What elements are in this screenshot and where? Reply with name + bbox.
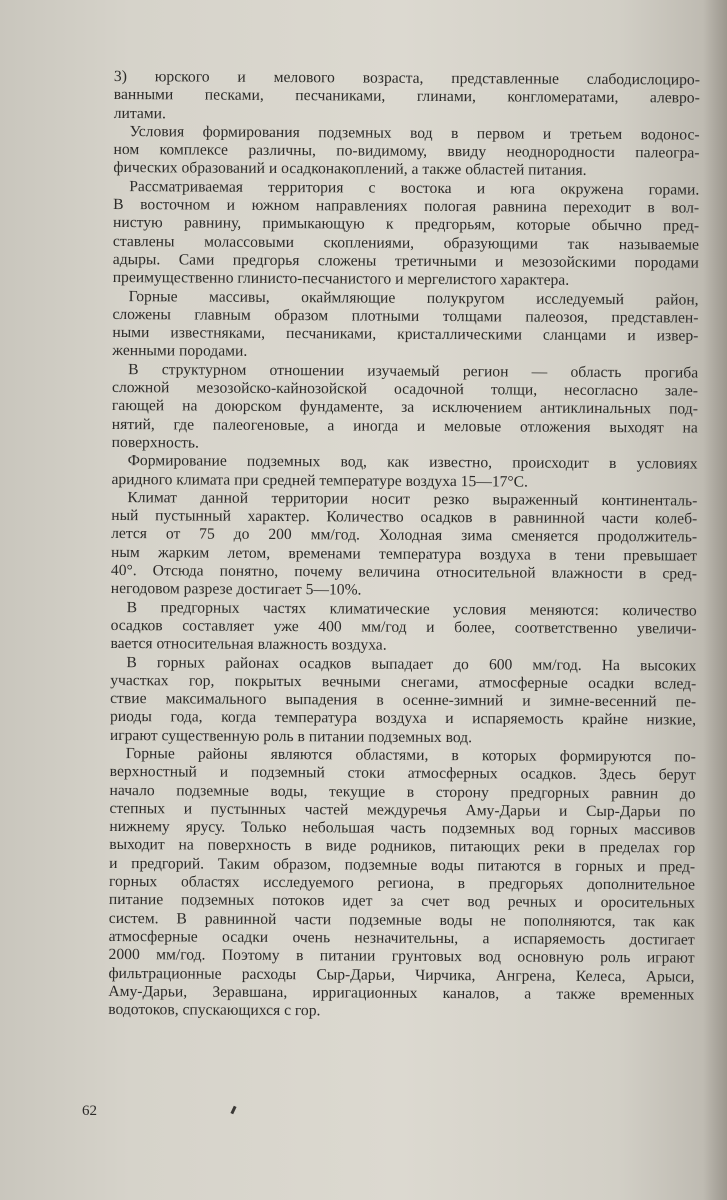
text-line: 40°. Отсюда понятно, почему величина относительной влажности в сред- — [110, 562, 697, 583]
text-line: Рассматриваемая территория с востока и юга окружена горами. — [129, 177, 700, 199]
text-line: горных областях исследуемого региона, в предгорьях дополнительное — [108, 873, 696, 894]
text-line: В восточном и южном направлениях пологая равнина переходит в вол- — [113, 196, 700, 217]
text-line: вается относительная влажность воздуха. — [110, 635, 387, 654]
text-line: Горные районы являются областями, в которых формируются по- — [125, 745, 696, 766]
text-line: В предгорных частях климатические условия меняются: количество — [126, 598, 697, 620]
paragraph — [110, 599, 696, 657]
paragraph — [112, 361, 699, 456]
text-line: начало подземные воды, текущие в сторону предгорных равнин до — [109, 781, 696, 803]
text-line: систем. В равнинной части подземные воды не пополняются, так как — [108, 909, 695, 931]
paragraph — [112, 288, 698, 365]
text-line: и предгорий. Таким образом, подземные воды питаются в горных и пред- — [109, 854, 696, 876]
text-line: ным жарким летом, временами температура воздуха в тени превышает — [110, 543, 698, 565]
text-line: ствие максимального выпадения в осенне-зимний и зимне-весенний пе- — [110, 690, 697, 711]
text-line: степных и пустынных частей междуречья Аму-Дарьи и Сыр-Дарьи по — [109, 799, 696, 821]
text-line: адыры. Сами предгорья сложены третичными и мезозойскими породами — [112, 250, 699, 272]
text-line: фильтрационные расходы Сыр-Дарьи, Чирчика, Ангрена, Келеса, Арыси, — [108, 964, 695, 986]
body-text — [108, 68, 700, 1023]
text-line: сложной мезозойско-кайнозойской осадочной толщи, несогласно зале- — [111, 379, 699, 400]
text-line: нятий, где палеогеновые, а иногда и меловые отложения выходят на — [111, 415, 698, 437]
text-line: негодовом разрезе достигает 5—10%. — [110, 580, 362, 599]
text-line: В структурном отношении изучаемый регион — область прогиба — [128, 360, 699, 382]
text-line: нижнему ярусу. Только небольшая часть подземных вод горных массивов — [109, 818, 696, 839]
paragraph — [113, 123, 699, 181]
text-line: ными известняками, песчаниками, кристаллическими сланцами и извер- — [112, 324, 699, 345]
ink-mark — [230, 1106, 236, 1115]
text-line: осадков составляет уже 400 мм/год и более, соответственно увеличи- — [110, 616, 697, 638]
text-line: сложены главным образом плотными толщами палеозоя, представлен- — [112, 305, 699, 327]
text-line: водотоков, спускающихся с гор. — [108, 1001, 321, 1020]
paragraph — [111, 452, 697, 492]
text-line: Формирование подземных вод, как известно, происходит в условиях — [127, 452, 698, 473]
text-line: играют существенную роль в питании подземных вод. — [109, 726, 473, 746]
page-number: 62 — [82, 1103, 97, 1119]
text-line: Горные массивы, окаймляющие полукругом исследуемый район, — [128, 287, 699, 309]
text-line: поверхность. — [111, 433, 199, 452]
text-line: Климат данной территории носит резко выраженный континенталь- — [127, 488, 698, 510]
text-line: питание подземных потоков идет за счет вод речных и оросительных — [108, 891, 695, 912]
text-line: Условия формирования подземных вод в первом и третьем водонос- — [129, 122, 700, 144]
text-line: выходит на поверхность в виде родников, питающих реки в пределах гор — [109, 836, 696, 858]
text-line: ставлены молассовыми скоплениями, образующими так называемые — [112, 232, 699, 254]
text-line: нистую равнину, примыкающую к предгорьям, которые обычно пред- — [113, 214, 700, 235]
text-line: аридного климата при средней температуре воздуха 15—17°С. — [111, 470, 529, 491]
paragraph — [111, 489, 698, 602]
text-line: фических образований и осадконакоплений, а также областей питания. — [113, 159, 587, 180]
text-line: 2000 мм/год. Поэтому в питании грунтовых вод основную роль играют — [108, 946, 695, 967]
text-line: ный пустынный характер. Количество осадков в равнинной части колеб- — [111, 507, 698, 528]
text-line: женными породами. — [112, 342, 248, 361]
text-line: ном комплексе различны, по-видимому, ввиду неоднородности палеогра- — [113, 141, 700, 162]
paragraph — [108, 745, 696, 1023]
text-line: В горных районах осадков выпадает до 600 мм/год. На высоких — [126, 653, 697, 675]
paragraph — [114, 68, 700, 126]
text-line: ванными песками, песчаниками, глинами, конгломератами, алевро- — [113, 86, 700, 107]
paragraph — [110, 653, 697, 748]
text-line: верхностный и подземный стоки атмосферных осадков. Здесь берут — [109, 763, 696, 784]
text-line: лется от 75 до 200 мм/год. Холодная зима сменяется продолжитель- — [111, 525, 698, 546]
text-line: Аму-Дарьи, Зеравшана, ирригационных каналов, а также временных — [108, 982, 695, 1004]
text-line: участках гор, покрытых вечными снегами, атмосферные осадки вслед- — [110, 671, 697, 693]
text-line: гающей на доюрском фундаменте, за исключением антиклинальных под- — [111, 397, 698, 418]
text-line: атмосферные осадки очень незначительны, а испаряемость достигает — [108, 927, 695, 949]
paragraph — [113, 178, 700, 291]
text-line: 3) юрского и мелового возраста, представленные слабодислоциро- — [113, 68, 700, 89]
text-line: литами. — [113, 104, 166, 122]
text-line: риоды года, когда температура воздуха и испаряемость крайне низкие, — [109, 708, 697, 729]
text-line: преимущественно глинисто-песчанистого и мергелистого характера. — [112, 269, 570, 290]
